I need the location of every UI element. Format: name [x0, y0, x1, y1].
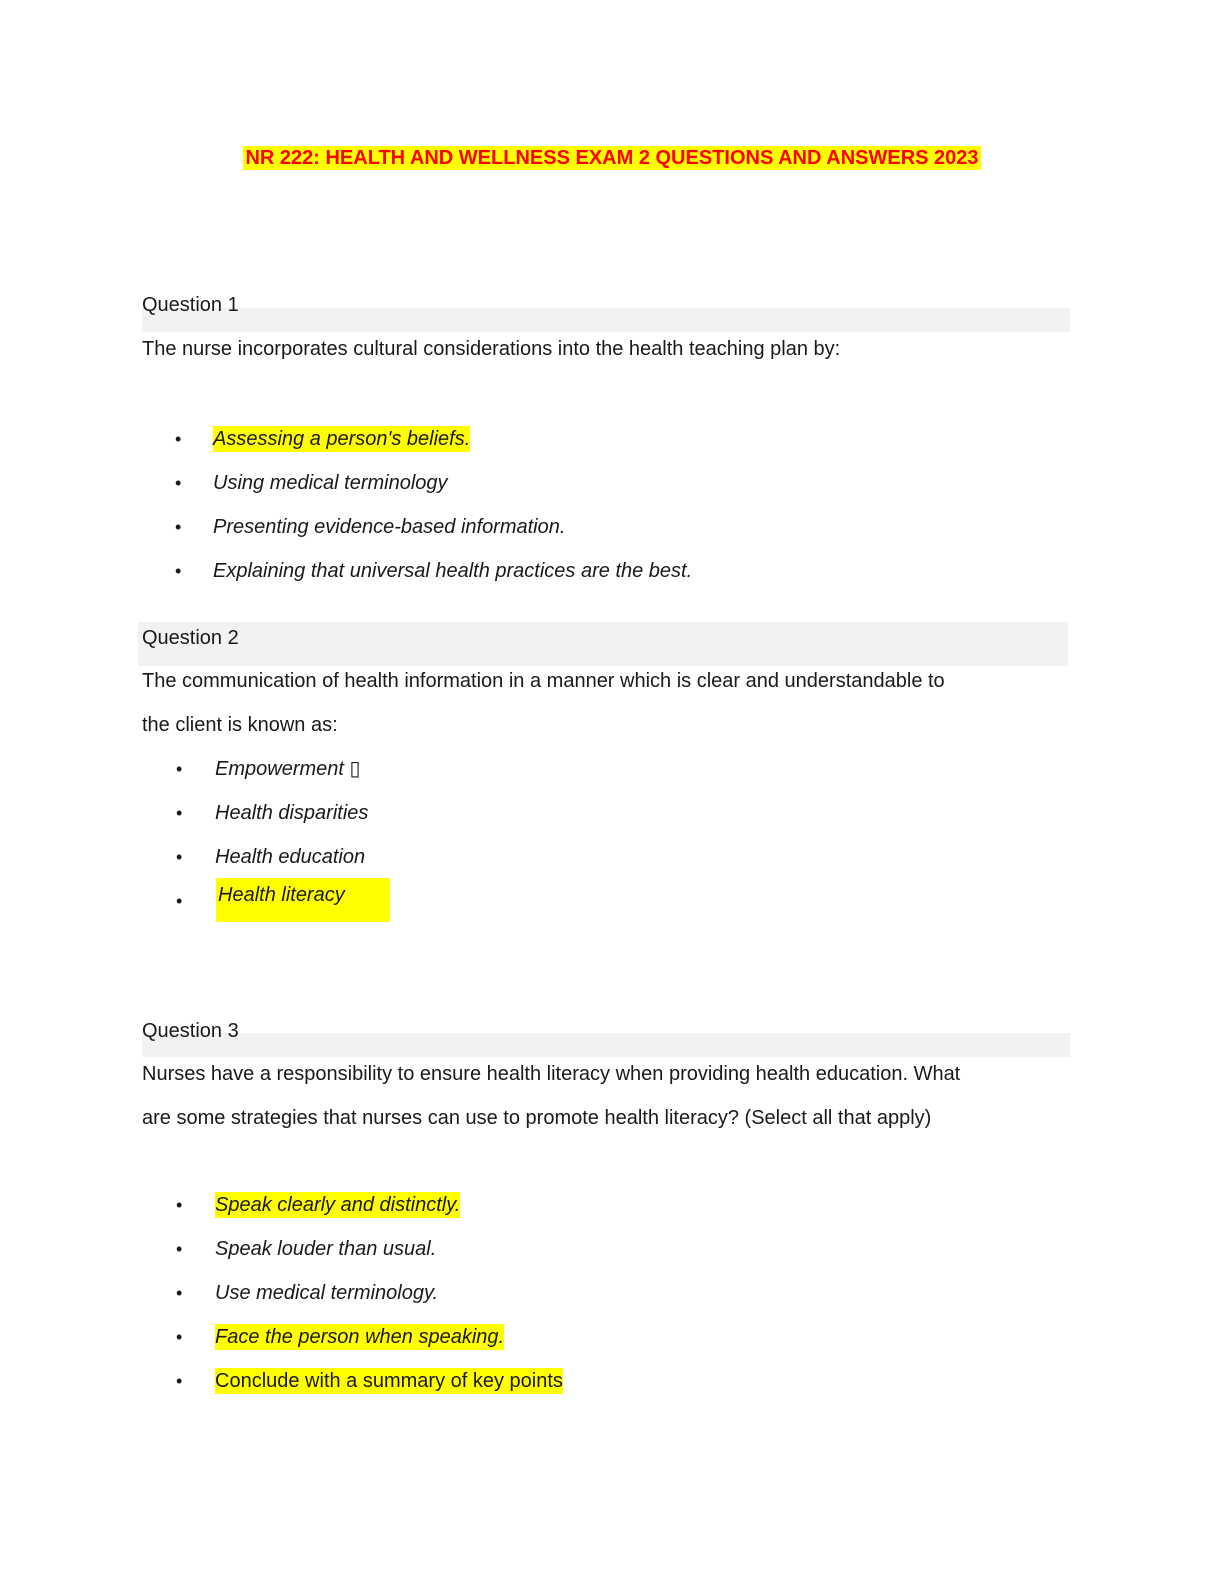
question-3-label: Question 3 [142, 1020, 239, 1042]
question-1-option-4: Explaining that universal health practices are the best. [213, 560, 693, 582]
question-2-label: Question 2 [142, 627, 239, 649]
question-1-text [142, 327, 1062, 371]
bullet-icon: • [176, 1327, 183, 1347]
question-3-option-1: Speak clearly and distinctly. [215, 1194, 461, 1216]
question-2-option-4: Health literacy [218, 884, 345, 906]
question-2-line-2: the client is known as: [142, 714, 338, 736]
bullet-icon: • [176, 891, 183, 911]
question-1-label: Question 1 [142, 294, 239, 316]
bullet-icon: • [176, 847, 183, 867]
bullet-icon: • [176, 1283, 183, 1303]
question-2-option-1: Empowerment ▯ [215, 758, 361, 780]
document-title-text: NR 222: HEALTH AND WELLNESS EXAM 2 QUESTIONS AND ANSWERS 2023 [245, 147, 979, 169]
bullet-icon: • [176, 1371, 183, 1391]
bullet-icon: • [175, 429, 182, 449]
question-1-option-2: Using medical terminology [213, 472, 448, 494]
question-2-option-3: Health education [215, 846, 366, 868]
document-title [0, 145, 1224, 171]
question-1-line-1: The nurse incorporates cultural considerations into the health teaching plan by: [142, 338, 841, 360]
bullet-icon: • [175, 473, 182, 493]
bullet-icon: • [175, 517, 182, 537]
bullet-icon: • [176, 803, 183, 823]
question-1-option-3: Presenting evidence-based information. [213, 516, 566, 538]
question-3-text [142, 1052, 1062, 1140]
question-3-option-2: Speak louder than usual. [215, 1238, 437, 1260]
question-3-option-5: Conclude with a summary of key points [215, 1370, 563, 1392]
question-3-option-3: Use medical terminology. [215, 1282, 439, 1304]
bullet-icon: • [175, 561, 182, 581]
question-3-line-1: Nurses have a responsibility to ensure health literacy when providing health education. What [142, 1063, 961, 1085]
question-3-option-4: Face the person when speaking. [215, 1326, 505, 1348]
question-1-option-1: Assessing a person's beliefs. [213, 428, 471, 450]
bullet-icon: • [176, 1239, 183, 1259]
question-3-line-2: are some strategies that nurses can use to promote health literacy? (Select all that apply) [142, 1107, 932, 1129]
question-2-line-1: The communication of health information in a manner which is clear and understandable to [142, 670, 945, 692]
bullet-icon: • [176, 759, 183, 779]
question-2-option-2: Health disparities [215, 802, 369, 824]
question-2-text [142, 659, 1062, 747]
bullet-icon: • [176, 1195, 183, 1215]
